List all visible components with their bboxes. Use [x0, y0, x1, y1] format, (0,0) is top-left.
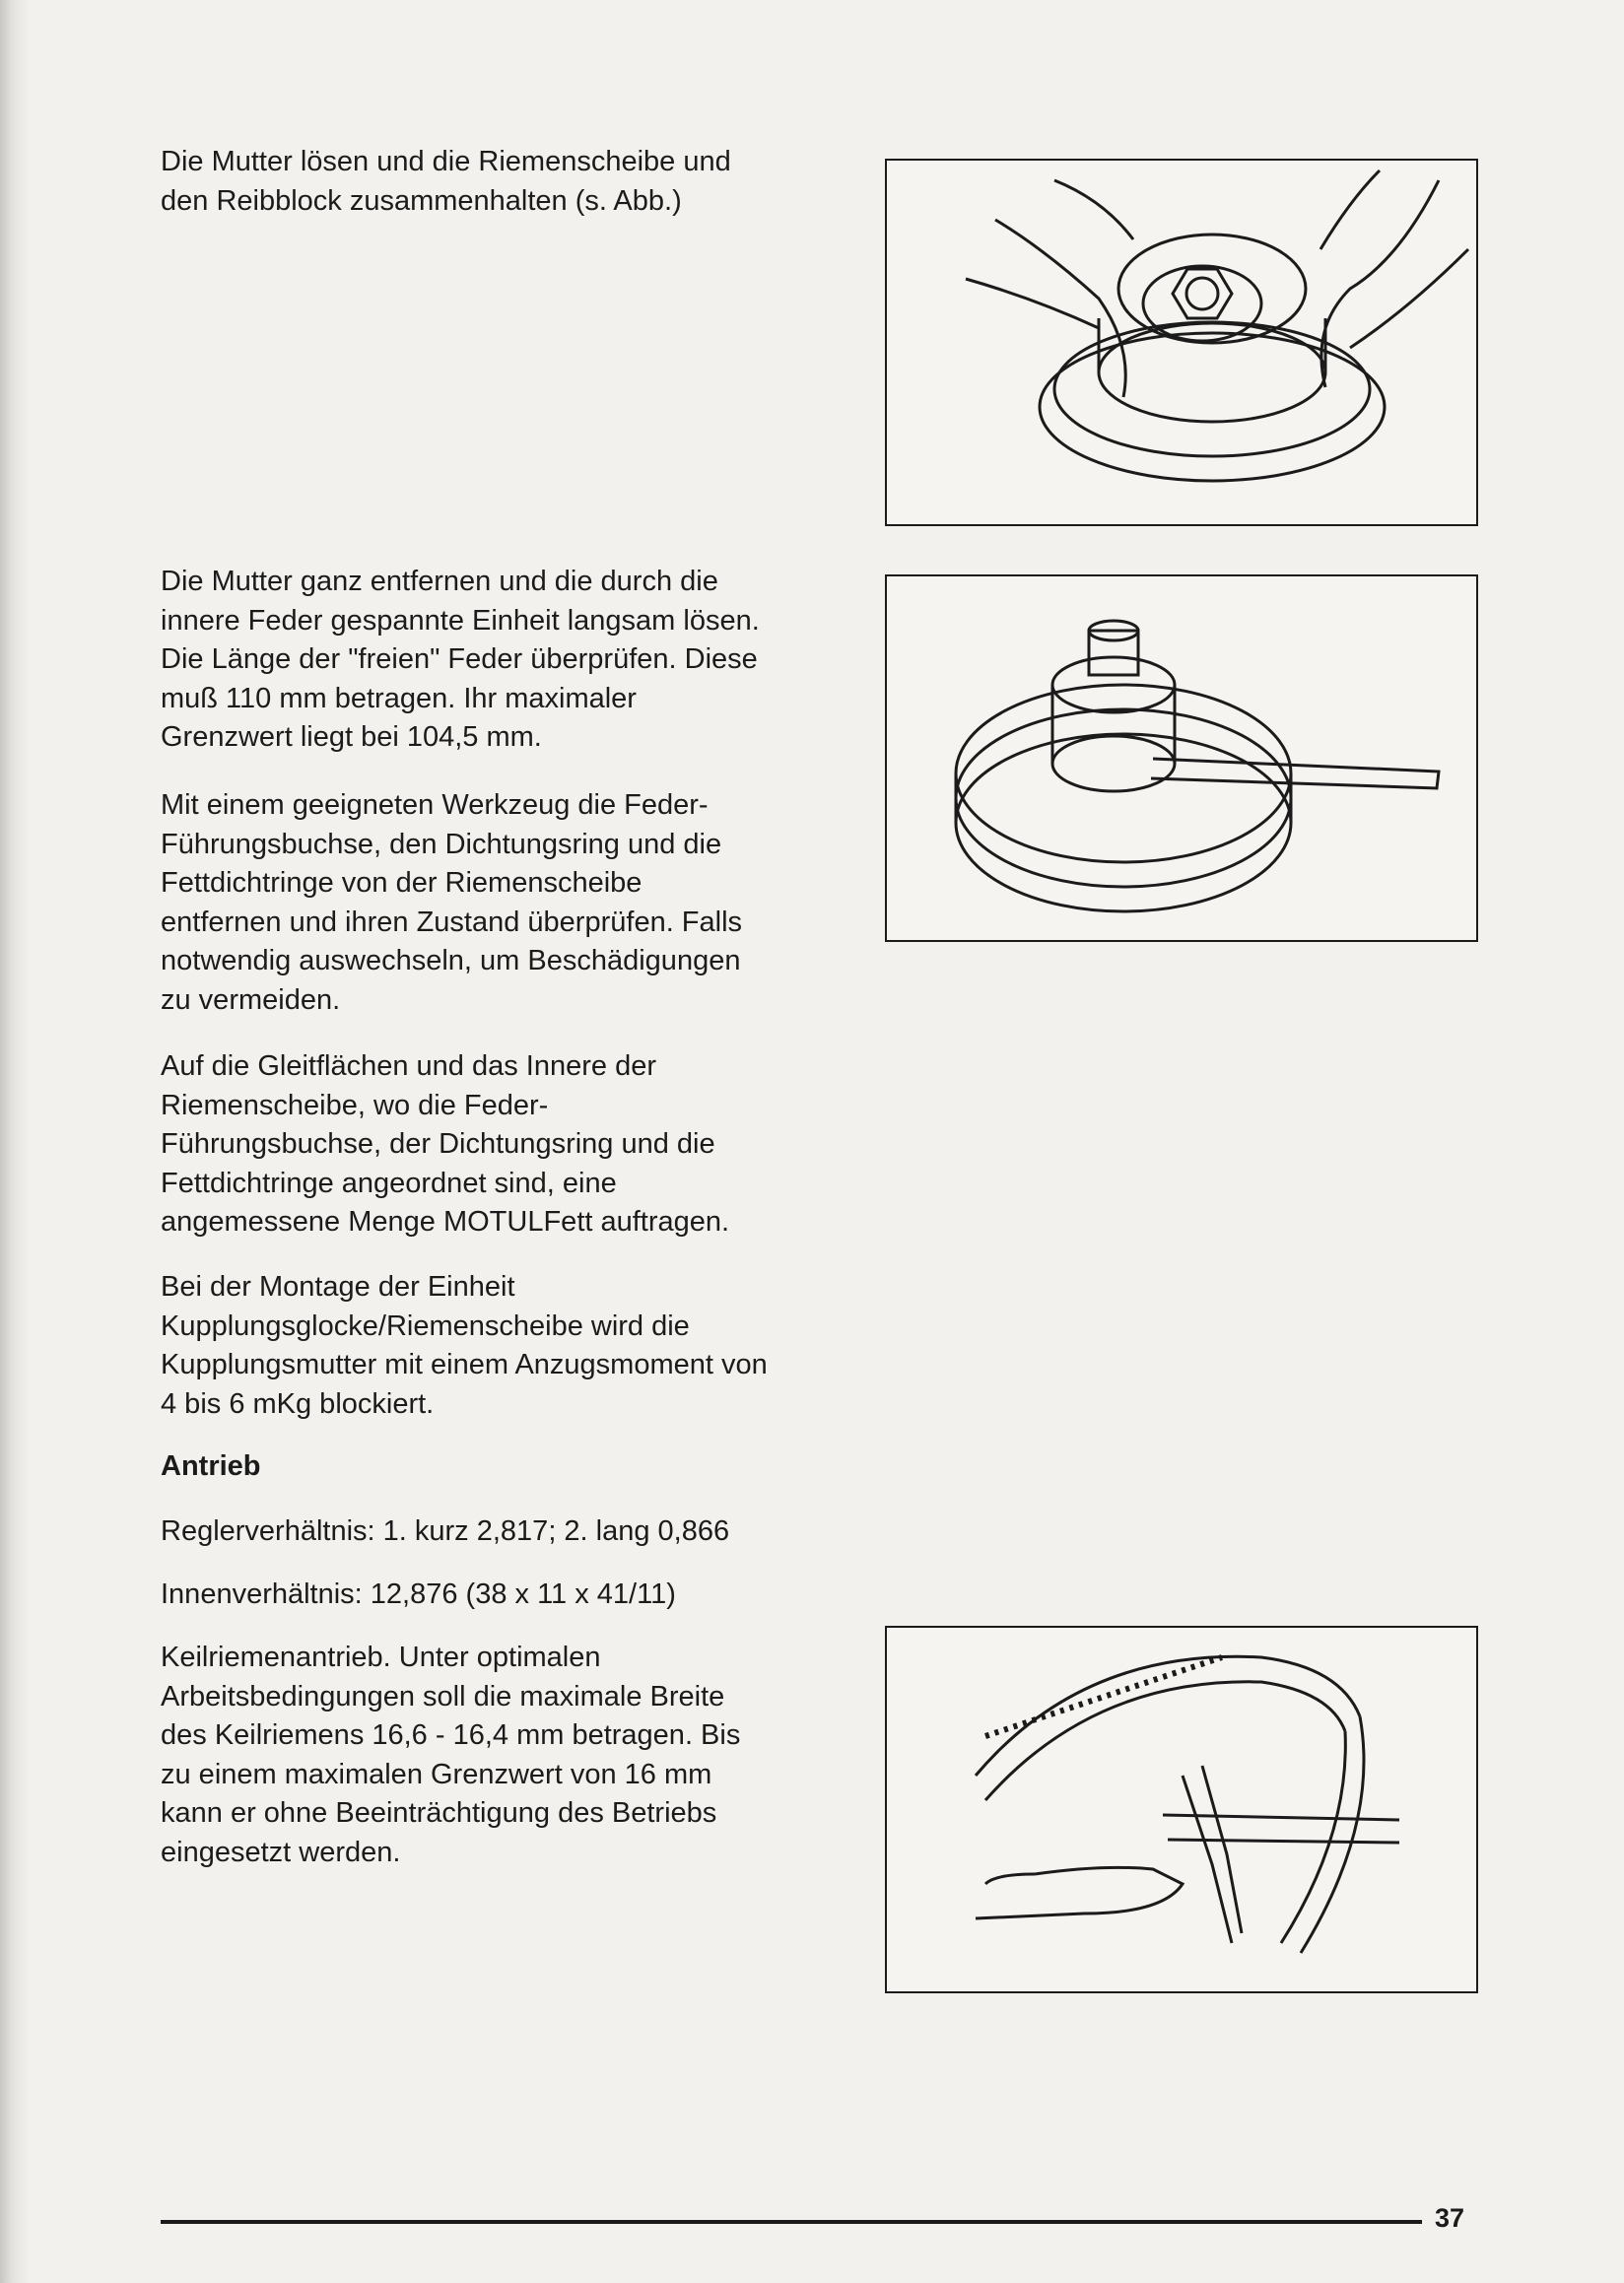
text-line: zu einem maximalen Grenzwert von 16 mm	[161, 1758, 712, 1790]
belt-caliper-illustration	[887, 1628, 1476, 1991]
text-line: Kupplungsglocke/Riemenscheibe wird die	[161, 1309, 690, 1342]
text-line: Führungsbuchse, der Dichtungsring und die	[161, 1128, 715, 1160]
figure-belt-caliper	[885, 1626, 1478, 1993]
text-line: 4 bis 6 mKg blockiert.	[161, 1387, 435, 1420]
text-line: Auf die Gleitflächen und das Innere der	[161, 1050, 656, 1082]
text-line: Keilriemenantrieb. Unter optimalen	[161, 1642, 601, 1673]
text-line: kann er ohne Beeinträchtigung des Betriebs	[161, 1797, 717, 1829]
text-line: zu vermeiden.	[161, 983, 341, 1016]
text-line: Mit einem geeigneten Werkzeug die Feder-	[161, 789, 709, 821]
text-line: Fettdichtringe angeordnet sind, eine	[161, 1167, 617, 1199]
pulley-hands-illustration	[887, 161, 1476, 524]
text-line: des Keilriemens 16,6 - 16,4 mm betragen. Bis	[161, 1719, 741, 1751]
para-assembly	[161, 1268, 768, 1424]
text-line: notwendig auswechseln, um Beschädigungen	[161, 945, 741, 976]
para-grease	[161, 1047, 729, 1242]
text-line: den Reibblock zusammenhalten (s. Abb.)	[161, 184, 682, 217]
text-line: Riemenscheibe, wo die Feder-	[161, 1089, 549, 1121]
text-line: eingesetzt werden.	[161, 1836, 401, 1868]
section-heading: Antrieb	[161, 1450, 261, 1482]
para-remove-bushing	[161, 786, 742, 1020]
figure-hands-holding-pulley	[885, 159, 1478, 526]
text-line: Arbeitsbedingungen soll die maximale Breite	[161, 1680, 725, 1712]
ratio-regulator: Reglerverhältnis: 1. kurz 2,817; 2. lang 0,866	[161, 1515, 730, 1547]
text-line: Führungsbuchse, den Dichtungsring und die	[161, 828, 722, 860]
text-line: innere Feder gespannte Einheit langsam lösen.	[161, 604, 760, 637]
text-line: muß 110 mm betragen. Ihr maximaler	[161, 682, 637, 714]
pulley-tool-illustration	[887, 576, 1476, 940]
figure-pulley-with-tool	[885, 574, 1478, 942]
para-remove-nut	[161, 563, 760, 758]
para-loosen-nut	[161, 143, 731, 221]
text-line: Die Mutter lösen und die Riemenscheibe und	[161, 146, 731, 177]
text-line: Die Mutter ganz entfernen und die durch die	[161, 566, 718, 597]
ratio-internal: Innenverhältnis: 12,876 (38 x 11 x 41/11)	[161, 1578, 676, 1610]
text-line: entfernen und ihren Zustand überprüfen. Falls	[161, 906, 743, 938]
footer-rule	[161, 2220, 1422, 2224]
para-belt	[161, 1639, 740, 1872]
text-line: Grenzwert liegt bei 104,5 mm.	[161, 721, 542, 753]
text-line: Fettdichtringe von der Riemenscheibe	[161, 867, 643, 899]
page-binding-shadow	[0, 0, 30, 2283]
text-line: angemessene Menge MOTULFett auftragen.	[161, 1206, 730, 1238]
text-line: Kupplungsmutter mit einem Anzugsmoment von	[161, 1349, 768, 1380]
text-line: Die Länge der "freien" Feder überprüfen. Diese	[161, 643, 758, 675]
page-number: 37	[1435, 2203, 1465, 2233]
text-line: Bei der Montage der Einheit	[161, 1271, 515, 1303]
